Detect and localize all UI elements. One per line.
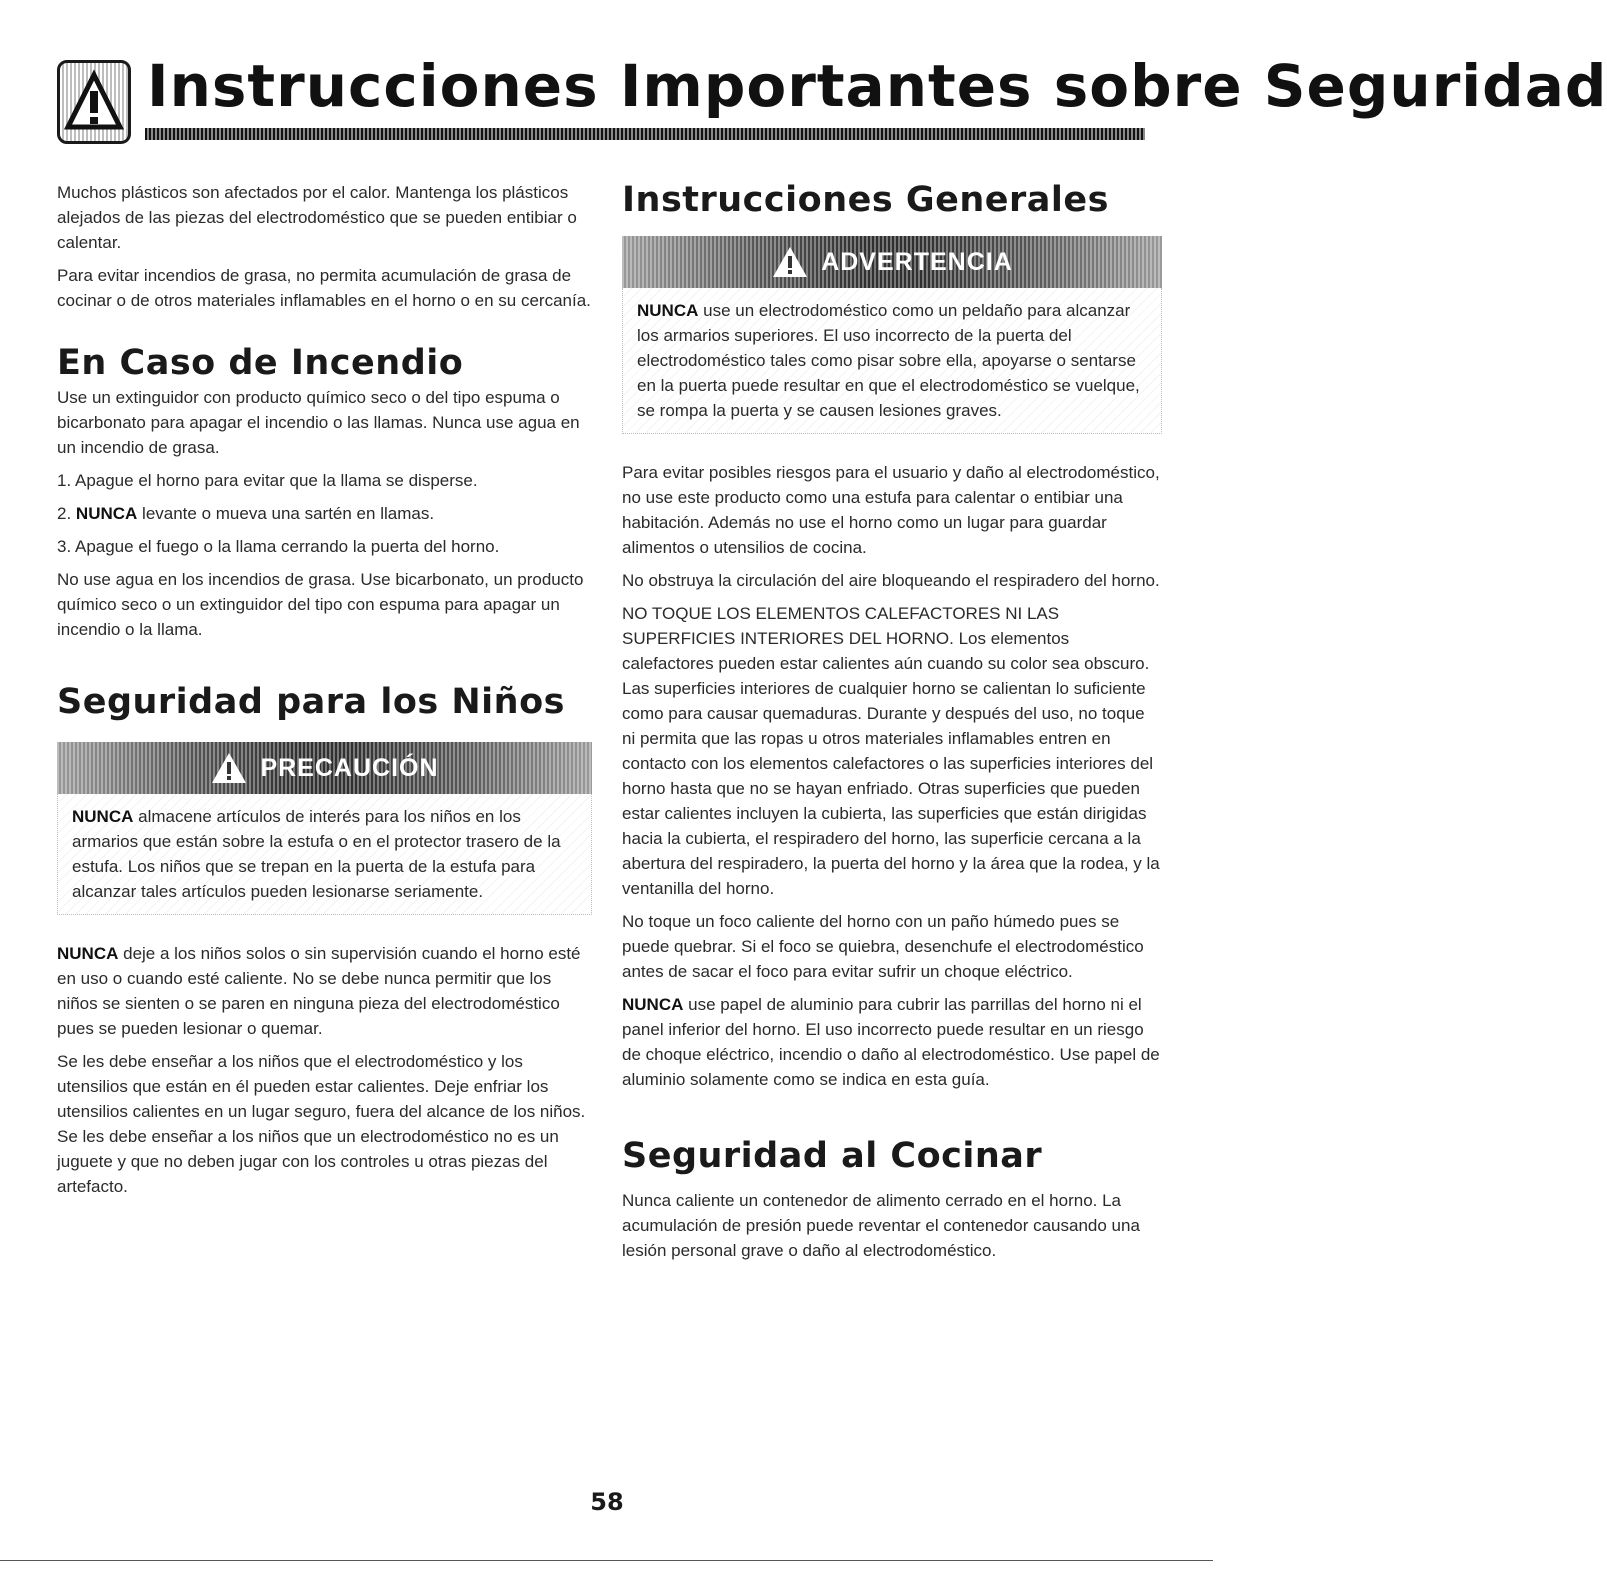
step-text: Apague el fuego o la llama cerrando la puerta del horno. bbox=[74, 537, 500, 556]
warning-triangle-small-icon bbox=[771, 245, 809, 279]
left-column bbox=[57, 180, 592, 1207]
nunca-label: NUNCA bbox=[622, 995, 684, 1014]
warning-box bbox=[622, 288, 1162, 434]
caution-text: almacene artículos de interés para los niños en los armarios que están sobre la estufa o en el protector trasero de la estufa. Los niños que se trepan en la puerta de la estufa para alcanzar tales artículos pueden lesionarse seriamente. bbox=[72, 807, 561, 901]
warning-triangle-icon bbox=[57, 60, 131, 144]
nunca-label: NUNCA bbox=[57, 944, 119, 963]
children-paragraph-1 bbox=[57, 941, 592, 1041]
fire-step-1 bbox=[57, 468, 592, 493]
right-column bbox=[622, 178, 1162, 1271]
warning-text: use un electrodoméstico como un peldaño para alcanzar los armarios superiores. El uso incorrecto de la puerta del electrodoméstico tales como pisar sobre ella, apoyarse o sentarse en la puerta puede resultar en que el electrodoméstico se vuelque, se rompa la puerta y se causen lesiones graves. bbox=[637, 301, 1140, 420]
general-heading: Instrucciones Generales bbox=[622, 180, 1109, 220]
warning-banner bbox=[622, 236, 1162, 288]
cooking-paragraph-1: Nunca caliente un contenedor de alimento cerrado en el horno. La acumulación de presión puede reventar el contenedor causando una lesión personal grave o daño al electrodoméstico. bbox=[622, 1191, 1140, 1260]
general-paragraph-3: NO TOQUE LOS ELEMENTOS CALEFACTORES NI LAS SUPERFICIES INTERIORES DEL HORNO. Los elementos calefactores pueden estar calientes aún cuando su color sea obscuro. Las superficies interiores de cualquier horno se calientan lo suficiente como para causar quemaduras. Durante y después del uso, no toque ni permita que las ropas u otros materiales inflamables entren en contacto con los elementos calefactores o las superficies interiores del horno hasta que no se hayan enfriado. Otras superficies que pueden estar calientes incluyen la cubierta, las superficies que están dirigidas hacia la cubierta, el respiradero del horno, las superficie cercana a la abertura del respiradero, la puerta del horno y la área que la rodea, y la ventanilla del horno. bbox=[622, 604, 1160, 898]
general-paragraph-1: Para evitar posibles riesgos para el usuario y daño al electrodoméstico, no use este producto como una estufa para calentar o entibiar una habitación. Además no use el horno como un lugar para guardar alimentos o utensilios de cocina. bbox=[622, 463, 1160, 557]
page-header bbox=[57, 52, 1607, 152]
caution-banner bbox=[57, 742, 592, 794]
children-heading: Seguridad para los Niños bbox=[57, 682, 565, 722]
header-rule bbox=[145, 128, 1145, 140]
intro-paragraph-1: Muchos plásticos son afectados por el calor. Mantenga los plásticos alejados de las piezas del electrodoméstico que se pueden entibiar o calentar. bbox=[57, 183, 577, 252]
fire-paragraph-1: Use un extinguidor con producto químico seco o del tipo espuma o bicarbonato para apagar el incendio o las llamas. Nunca use agua en un incendio de grasa. bbox=[57, 388, 580, 457]
fire-paragraph-2: No use agua en los incendios de grasa. Use bicarbonato, un producto químico seco o un extinguidor del tipo con espuma para apagar un incendio o la llama. bbox=[57, 570, 584, 639]
intro-paragraph-2: Para evitar incendios de grasa, no permita acumulación de grasa de cocinar o de otros materiales inflamables en el horno o en su cercanía. bbox=[57, 266, 591, 310]
children-paragraph-2: Se les debe enseñar a los niños que el electrodoméstico y los utensilios que están en él pueden estar calientes. Deje enfriar los utensilios calientes en un lugar seguro, fuera del alcance de los niños. Se les debe enseñar a los niños que un electrodoméstico no es un juguete y que no deben jugar con los controles u otras piezas del artefacto. bbox=[57, 1052, 586, 1196]
general-paragraph-2: No obstruya la circulación del aire bloqueando el respiradero del horno. bbox=[622, 571, 1160, 590]
page-title: Instrucciones Importantes sobre Seguridad bbox=[147, 52, 1607, 120]
page-number: 58 bbox=[590, 1488, 624, 1516]
nunca-label: NUNCA bbox=[72, 807, 134, 826]
step-text: levante o mueva una sartén en llamas. bbox=[137, 504, 435, 523]
caution-triangle-icon bbox=[210, 751, 248, 785]
general-paragraph-5 bbox=[622, 992, 1162, 1092]
step-number: 2. bbox=[57, 504, 72, 523]
warning-label: ADVERTENCIA bbox=[821, 247, 1013, 276]
step-text: Apague el horno para evitar que la llama se disperse. bbox=[74, 471, 478, 490]
fire-step-2 bbox=[57, 501, 592, 526]
step-number: 1. bbox=[57, 471, 72, 490]
bottom-rule bbox=[0, 1560, 1213, 1561]
caution-label: PRECAUCIÓN bbox=[260, 753, 439, 782]
nunca-label: NUNCA bbox=[75, 504, 138, 523]
caution-box bbox=[57, 794, 592, 915]
children-paragraph-1-text: deje a los niños solos o sin supervisión cuando el horno esté en uso o cuando esté caliente. No se debe nunca permitir que los niños se sienten o se paren en ninguna pieza del electrodoméstico pues se pueden lesionar o quemar. bbox=[57, 944, 581, 1038]
fire-heading: En Caso de Incendio bbox=[57, 343, 464, 383]
general-paragraph-4: No toque un foco caliente del horno con un paño húmedo pues se puede quebrar. Si el foco se quiebra, desenchufe el electrodoméstico antes de sacar el foco para evitar sufrir un choque eléctrico. bbox=[622, 912, 1144, 981]
cooking-heading: Seguridad al Cocinar bbox=[622, 1136, 1043, 1176]
nunca-label: NUNCA bbox=[637, 301, 699, 320]
general-paragraph-5-text: use papel de aluminio para cubrir las parrillas del horno ni el panel inferior del horno. El uso incorrecto puede resultar en un riesgo de choque eléctrico, incendio o daño al electrodoméstico. Use papel de aluminio solamente como se indica en esta guía. bbox=[622, 995, 1160, 1089]
step-number: 3. bbox=[57, 537, 72, 556]
fire-step-3 bbox=[57, 534, 592, 559]
